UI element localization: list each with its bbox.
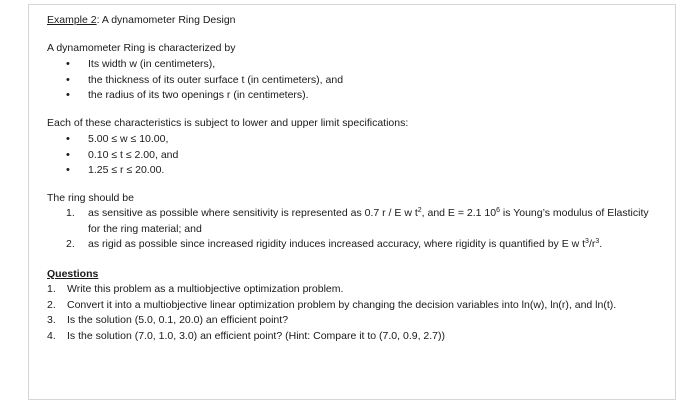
item-number: 1.: [66, 207, 75, 219]
question-item: 1. Write this problem as a multiobjective optimization problem.: [47, 282, 659, 298]
item-number: 2.: [47, 298, 56, 311]
questions-heading: Questions: [47, 267, 99, 280]
question-item: 3. Is the solution (5.0, 0.1, 20.0) an efficient point?: [47, 313, 659, 329]
list-item: 1. as sensitive as possible where sensitivity is represented as 0.7 r / E w $t^2$, and E = 2.1 $10^6$ is Young’s modulus of Elasticity for the ring material; and: [66, 207, 649, 235]
characteristics-list: [47, 57, 659, 104]
list-item: • 5.00 ≤ w ≤ 10.00,: [47, 132, 659, 148]
list-item: 2. as rigid as possible since increased rigidity induces increased accuracy, where rigidity is quantified by E w $t^3/r^3$.: [47, 237, 659, 253]
item-number: 2.: [66, 238, 75, 250]
list-item: • the radius of its two openings r (in centimeters).: [47, 88, 659, 104]
item-number: 3.: [47, 314, 56, 326]
intro-lead: A dynamometer Ring is characterized by: [47, 41, 236, 54]
example-label: Example 2: [47, 14, 97, 26]
list-item: • 1.25 ≤ r ≤ 20.00.: [47, 163, 659, 179]
questions-list: [47, 282, 659, 344]
document-page: [28, 4, 676, 400]
list-item: • Its width w (in centimeters),: [47, 57, 659, 73]
limits-list: [47, 132, 659, 179]
question-item: 4. Is the solution (7.0, 1.0, 3.0) an efficient point? (Hint: Compare it to (7.0, 0.9, 2.7)): [47, 329, 659, 345]
title-text: : A dynamometer Ring Design: [96, 14, 236, 26]
question-item: 2. Convert it into a multiobjective linear optimization problem by changing the decision variables into ln(w), ln(r), and ln(t).: [47, 298, 659, 314]
list-item: • 0.10 ≤ t ≤ 2.00, and: [47, 148, 659, 164]
item-number: 1.: [47, 283, 56, 295]
limits-lead: Each of these characteristics is subject to lower and upper limit specifications:: [47, 116, 409, 129]
list-item: • the thickness of its outer surface t (in centimeters), and: [47, 73, 659, 89]
document-title: [47, 13, 659, 29]
ring-lead: The ring should be: [47, 191, 134, 204]
requirements-list: [47, 206, 659, 253]
item-number: 4.: [47, 329, 56, 342]
